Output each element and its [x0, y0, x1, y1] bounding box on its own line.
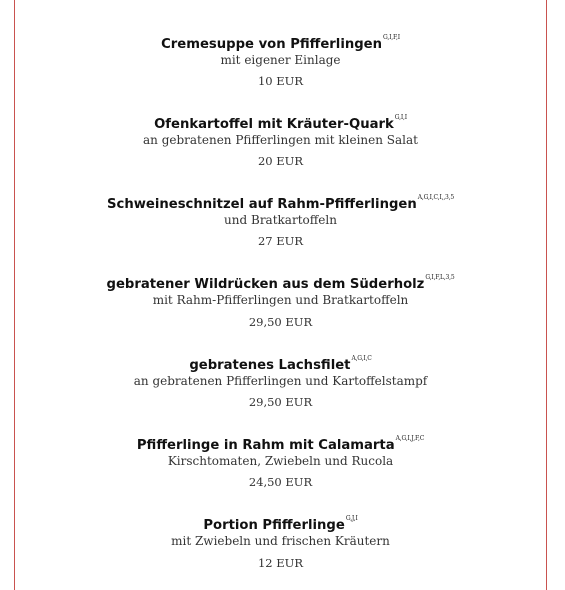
dish-description: mit Zwiebeln und frischen Kräutern	[171, 534, 390, 548]
dish-price: 27 EUR	[257, 234, 304, 248]
dish-name: Ofenkartoffel mit Kräuter-Quark$^{G,I,I}$	[154, 114, 407, 132]
dish-name: Portion Pfifferlinge$^{G,J,I}$	[203, 515, 358, 533]
allergen-codes: G,I,F,I	[383, 34, 400, 41]
menu-item	[15, 110, 546, 147]
dish-name: Schweineschnitzel auf Rahm-Pfifferlingen$^{A,G,I,C,I,,3,5}$	[107, 194, 454, 212]
dish-description: an gebratenen Pfifferlingen und Kartoffelstampf	[133, 374, 428, 388]
menu-item	[15, 431, 546, 468]
dish-price: 29,50 EUR	[248, 315, 313, 329]
allergen-codes: A,G,I,J,F,C	[395, 435, 425, 442]
dish-description: Kirschtomaten, Zwiebeln und Rucola	[167, 454, 394, 468]
dish-price: 20 EUR	[257, 154, 304, 168]
dish-description: mit Rahm-Pfifferlingen und Bratkartoffeln	[152, 293, 409, 307]
dish-price: 10 EUR	[257, 74, 304, 88]
menu-item	[15, 270, 546, 307]
dish-name: gebratenes Lachsfilet$^{A,G,I,C}$	[189, 355, 372, 373]
dish-name: gebratener Wildrücken aus dem Süderholz$^{G,I,F,L,3,5}$	[106, 274, 455, 292]
dish-name: Cremesuppe von Pfifferlingen$^{G,I,F,I}$	[161, 34, 400, 52]
allergen-codes: G,I,F,L,3,5	[425, 274, 455, 281]
dish-description: und Bratkartoffeln	[224, 213, 337, 227]
dish-name: Pfifferlinge in Rahm mit Calamarta$^{A,G,I,J,F,C}$	[136, 435, 425, 453]
allergen-codes: A,G,I,C,I,,3,5	[417, 194, 454, 201]
dish-price: 12 EUR	[257, 556, 304, 570]
allergen-codes: G,I,I	[394, 114, 407, 121]
dish-description: mit eigener Einlage	[220, 53, 341, 67]
menu-item	[15, 351, 546, 388]
menu-item	[15, 511, 546, 548]
dish-description: an gebratenen Pfifferlingen mit kleinen Salat	[143, 133, 418, 147]
menu-item	[15, 30, 546, 67]
dish-price: 24,50 EUR	[248, 475, 313, 489]
menu-item	[15, 190, 546, 227]
allergen-codes: G,J,I	[345, 515, 358, 522]
dish-price: 29,50 EUR	[248, 395, 313, 409]
menu-page	[14, 0, 547, 590]
allergen-codes: A,G,I,C	[351, 355, 372, 362]
